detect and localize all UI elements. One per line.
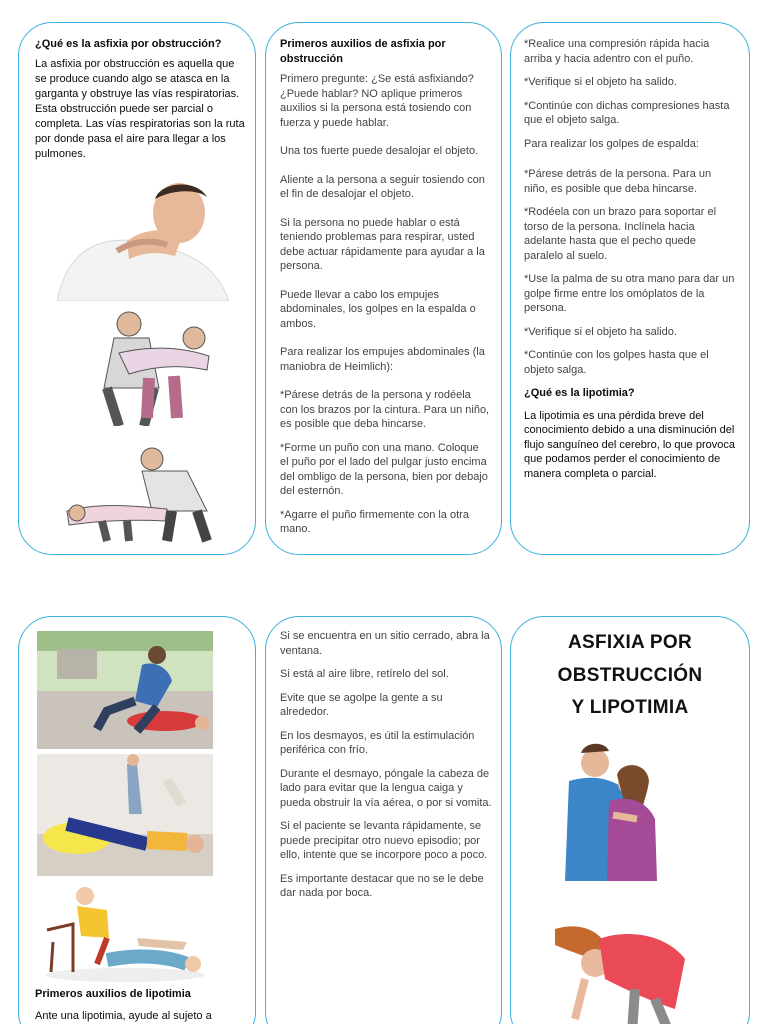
back-blow-step: *Verifique si el objeto ha salido. [524,325,677,338]
back-blow-step: *Párese detrás de la persona. Para un niño, es posible que deba hincarse. [524,168,712,195]
back-blows-steps-list [524,37,738,481]
panel-primeros-auxilios-asfixia [265,22,502,555]
panel-lipotimia-images [18,616,256,1024]
cover-title-line: ASFIXIA POR [568,632,692,653]
heading-primeros-auxilios-lipotimia: Primeros auxilios de lipotimia [35,988,191,1000]
lipotimia-step: Si se encuentra en un sitio cerrado, abra la ventana. [280,630,490,657]
cover-title-line: OBSTRUCCIÓN [557,664,703,686]
panel-asfixia-definition [18,22,256,555]
back-blow-step: *Rodéela con un brazo para soportar el torso de la persona. Inclínela hacia adelante hasta que el pecho quede paralelo al suelo. [524,206,717,262]
asfixia-step: *Agarre el puño firmemente con la otra mano. [280,508,469,535]
back-blow-step: *Realice una compresión rápida hacia arriba y hacia adentro con el puño. [524,38,710,65]
lipotimia-step: Durante el desmayo, póngale la cabeza de lado para evitar que la lengua caiga y pueda obstruir la vía aérea, o por si vomita. [280,767,492,809]
lipotimia-step: En los desmayos, es útil la estimulación periférica con frío. [280,729,475,756]
choking-person-photo [57,181,229,301]
back-blow-step: *Continúe con dichas compresiones hasta que el objeto salga. [524,99,730,126]
heading-que-es-lipotimia: ¿Qué es la lipotimia? [524,387,635,399]
heading-que-es-asfixia: ¿Qué es la asfixia por obstrucción? [35,38,222,50]
lipotimia-step: Es importante destacar que no se le debe dar nada por boca. [280,872,484,899]
lipotimia-intro-text: Ante una lipotimia, ayude al sujeto a [35,1010,212,1022]
asfixia-step: Puede llevar a cabo los empujes abdominales, los golpes en la espalda o ambos. [280,288,476,330]
heading-primeros-auxilios-asfixia: Primeros auxilios de asfixia por obstrucción [280,38,446,65]
asfixia-step: Primero pregunte: ¿Se está asfixiando? ¿Puede hablar? NO aplique primeros auxilios si la persona está tosiendo con fuerza y puede hablar. [280,73,474,129]
back-blow-step: *Use la palma de su otra mano para dar un golpe firme entre los omóplatos de la persona. [524,273,735,314]
cover-title-line: Y LIPOTIMIA [571,697,689,718]
lipotimia-definition-text: La lipotimia es una pérdida breve del conocimiento debido a una disminución del flujo sanguíneo del cerebro, lo que provoca que podamos perder el conocimiento de manera completa o parcial. [524,409,735,480]
asfixia-step: *Párese detrás de la persona y rodéela con los brazos por la cintura. Para un niño, es posible que deba hincarse. [280,389,490,430]
asfixia-step: Aliente a la persona a seguir tosiendo con el fin de desalojar el objeto. [280,173,485,200]
fainting-outdoor-photo [37,631,213,749]
cover-title [511,627,749,725]
lipotimia-step: Si está al aire libre, retírelo del sol. [280,668,449,680]
heimlich-adults-illustration [59,308,224,426]
asfixia-step: Si la persona no puede hablar o está teniendo problemas para respirar, usted debe actuar rápidamente para ayudar a la persona. [280,216,485,272]
back-blow-step: *Continúe con los golpes hasta que el objeto salga. [524,349,709,376]
lipotimia-steps-list [280,629,492,910]
fainting-cartoon-illustration [37,880,213,985]
asfixia-step: Para realizar los empujes abdominales (la maniobra de Heimlich): [280,346,485,373]
panel-golpes-espalda-lipotimia [510,22,750,555]
asfixia-definition-text: La asfixia por obstrucción es aquella que se produce cuando algo se atasca en la garganta y obstruye las vías respiratorias. Esta obstrucción puede ser parcial o completa. Las vías respiratorias son la ruta por donde pasa el aire para llegar a los pulmones. [35,58,245,160]
lipotimia-step: Evite que se agolpe la gente a su alrededor. [280,691,443,718]
lipotimia-step: Si el paciente se levanta rápidamente, se puede precipitar otro nuevo episodio; por ello, intente que se incorpore poco a poco. [280,820,488,861]
asfixia-step: *Forme un puño con una mano. Coloque el puño por el lado del pulgar justo encima del ombligo de la persona, bien por debajo del esternón. [280,441,488,497]
panel-cover [510,616,750,1024]
panel-lipotimia-steps [265,616,502,1024]
fainting-woman-photo [535,919,701,1024]
legs-elevated-photo [37,754,213,876]
asfixia-steps-list [280,72,490,546]
asfixia-step: Una tos fuerte puede desalojar el objeto. [280,145,479,157]
heimlich-child-illustration [57,441,225,543]
choking-couple-photo [529,735,691,881]
back-blow-step: *Verifique si el objeto ha salido. [524,76,677,88]
back-blow-step: Para realizar los golpes de espalda: [524,137,699,150]
